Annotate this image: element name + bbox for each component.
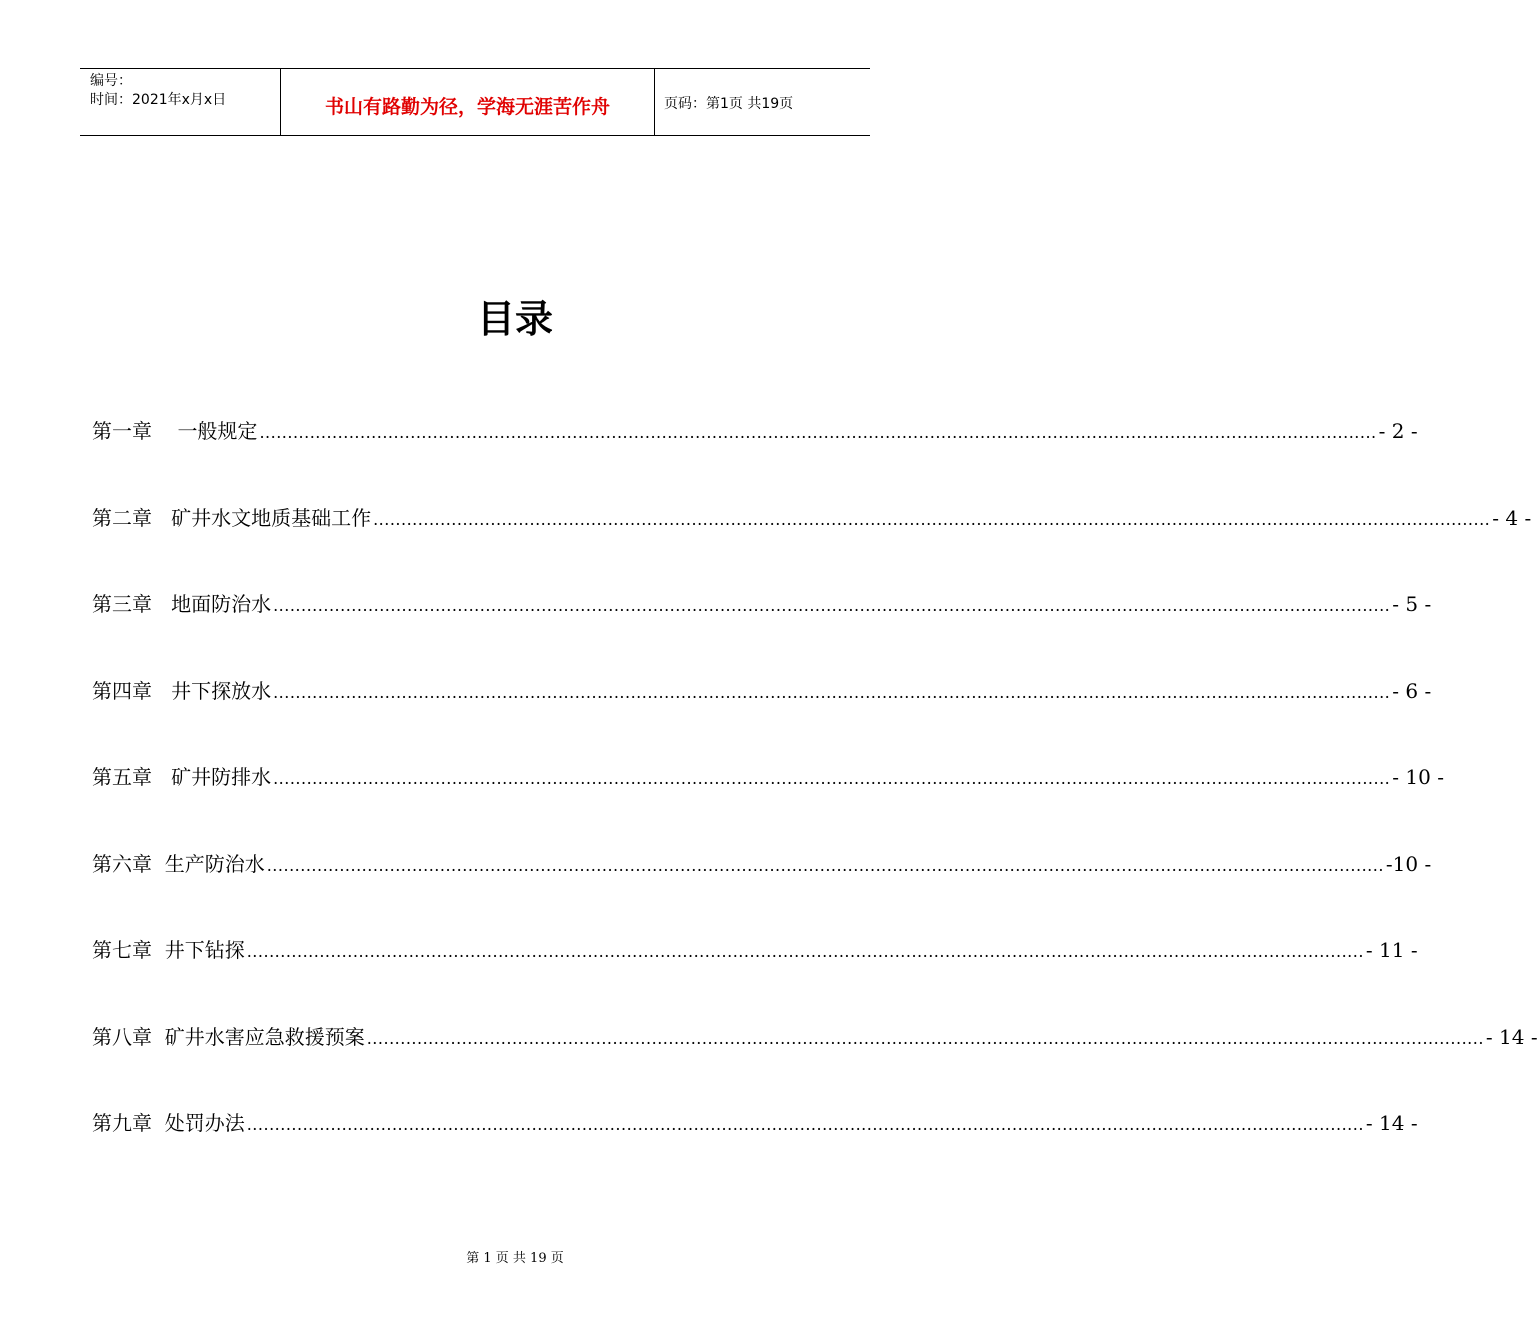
toc-entry-gap (152, 674, 171, 708)
toc-entry-gap (152, 1106, 165, 1140)
toc-entry-page: - 4 - (1492, 505, 1532, 530)
toc-entry-page: - 11 - (1365, 938, 1418, 962)
toc-dot-leader: ........................................................................................................................................................................................................ (366, 1028, 1484, 1048)
toc-entry[interactable] (92, 760, 1444, 847)
toc-dot-leader: ........................................................................................................................................................................................................ (259, 423, 1377, 442)
toc-entry-title: 井下钻探 (164, 938, 245, 962)
toc-dot-leader: ........................................................................................................................................................................................................ (246, 942, 1364, 961)
header-motto: 书山有路勤为径，学海无涯苦作舟 (281, 69, 655, 135)
toc-entry-page: - 5 - (1392, 592, 1432, 616)
toc-entry-chapter: 第二章 (92, 505, 152, 530)
toc-dot-leader: ........................................................................................................................................................................................................ (273, 596, 1391, 615)
toc-entry[interactable] (92, 501, 1532, 588)
toc-entry-chapter: 第三章 (92, 592, 152, 616)
toc-entry[interactable] (92, 847, 1432, 934)
toc-entry-page: - 2 - (1378, 419, 1418, 443)
toc-entry[interactable] (92, 1106, 1418, 1193)
date-label: 时间：2021年x月x日 (90, 92, 227, 108)
toc-entry-chapter: 第一章 (92, 419, 152, 443)
table-of-contents (92, 414, 1538, 1193)
toc-entry[interactable] (92, 414, 1418, 501)
toc-entry-title: 矿井防排水 (171, 765, 272, 789)
toc-entry[interactable] (92, 587, 1432, 674)
toc-entry-title: 井下探放水 (171, 678, 272, 703)
toc-entry-chapter: 第九章 (92, 1111, 152, 1135)
toc-dot-leader: ........................................................................................................................................................................................................ (266, 855, 1384, 875)
toc-entry-title: 矿井水害应急救援预案 (164, 1024, 365, 1049)
toc-entry-gap (152, 760, 171, 794)
toc-entry-chapter: 第五章 (92, 765, 152, 789)
toc-entry-chapter: 第八章 (92, 1024, 152, 1049)
toc-dot-leader: ........................................................................................................................................................................................................ (273, 769, 1391, 788)
toc-entry[interactable] (92, 674, 1432, 761)
header-page-info: 页码：第1页 共19页 (664, 96, 794, 112)
toc-entry-page: -10 - (1385, 851, 1432, 876)
toc-entry-gap (152, 587, 171, 621)
toc-entry[interactable] (92, 1020, 1538, 1107)
toc-entry-gap (152, 501, 171, 535)
toc-entry-gap (152, 933, 165, 967)
toc-dot-leader: ........................................................................................................................................................................................................ (246, 1115, 1364, 1134)
toc-entry-page: - 6 - (1392, 678, 1432, 703)
toc-dot-leader: ........................................................................................................................................................................................................ (273, 682, 1391, 702)
toc-entry-page: - 14 - (1365, 1111, 1418, 1135)
toc-entry-title: 处罚办法 (164, 1111, 245, 1135)
toc-entry-title: 一般规定 (177, 419, 258, 443)
page-footer: 第 1 页 共 19 页 (466, 1251, 564, 1266)
toc-entry-title: 地面防治水 (171, 592, 272, 616)
toc-entry-chapter: 第四章 (92, 678, 152, 703)
toc-entry-gap (152, 414, 177, 448)
toc-entry-gap (152, 847, 165, 881)
serial-number-label: 编号： (90, 73, 132, 89)
toc-entry[interactable] (92, 933, 1418, 1020)
toc-entry-title: 生产防治水 (164, 851, 265, 876)
toc-entry-page: - 14 - (1485, 1024, 1538, 1049)
toc-entry-page: - 10 - (1392, 765, 1444, 789)
toc-entry-title: 矿井水文地质基础工作 (171, 505, 372, 530)
toc-dot-leader: ........................................................................................................................................................................................................ (373, 509, 1491, 529)
page-header (80, 68, 870, 136)
toc-title: 目录 (476, 297, 553, 341)
toc-entry-chapter: 第六章 (92, 851, 152, 876)
toc-entry-chapter: 第七章 (92, 938, 152, 962)
toc-entry-gap (152, 1020, 165, 1054)
header-meta-cell (80, 69, 281, 135)
